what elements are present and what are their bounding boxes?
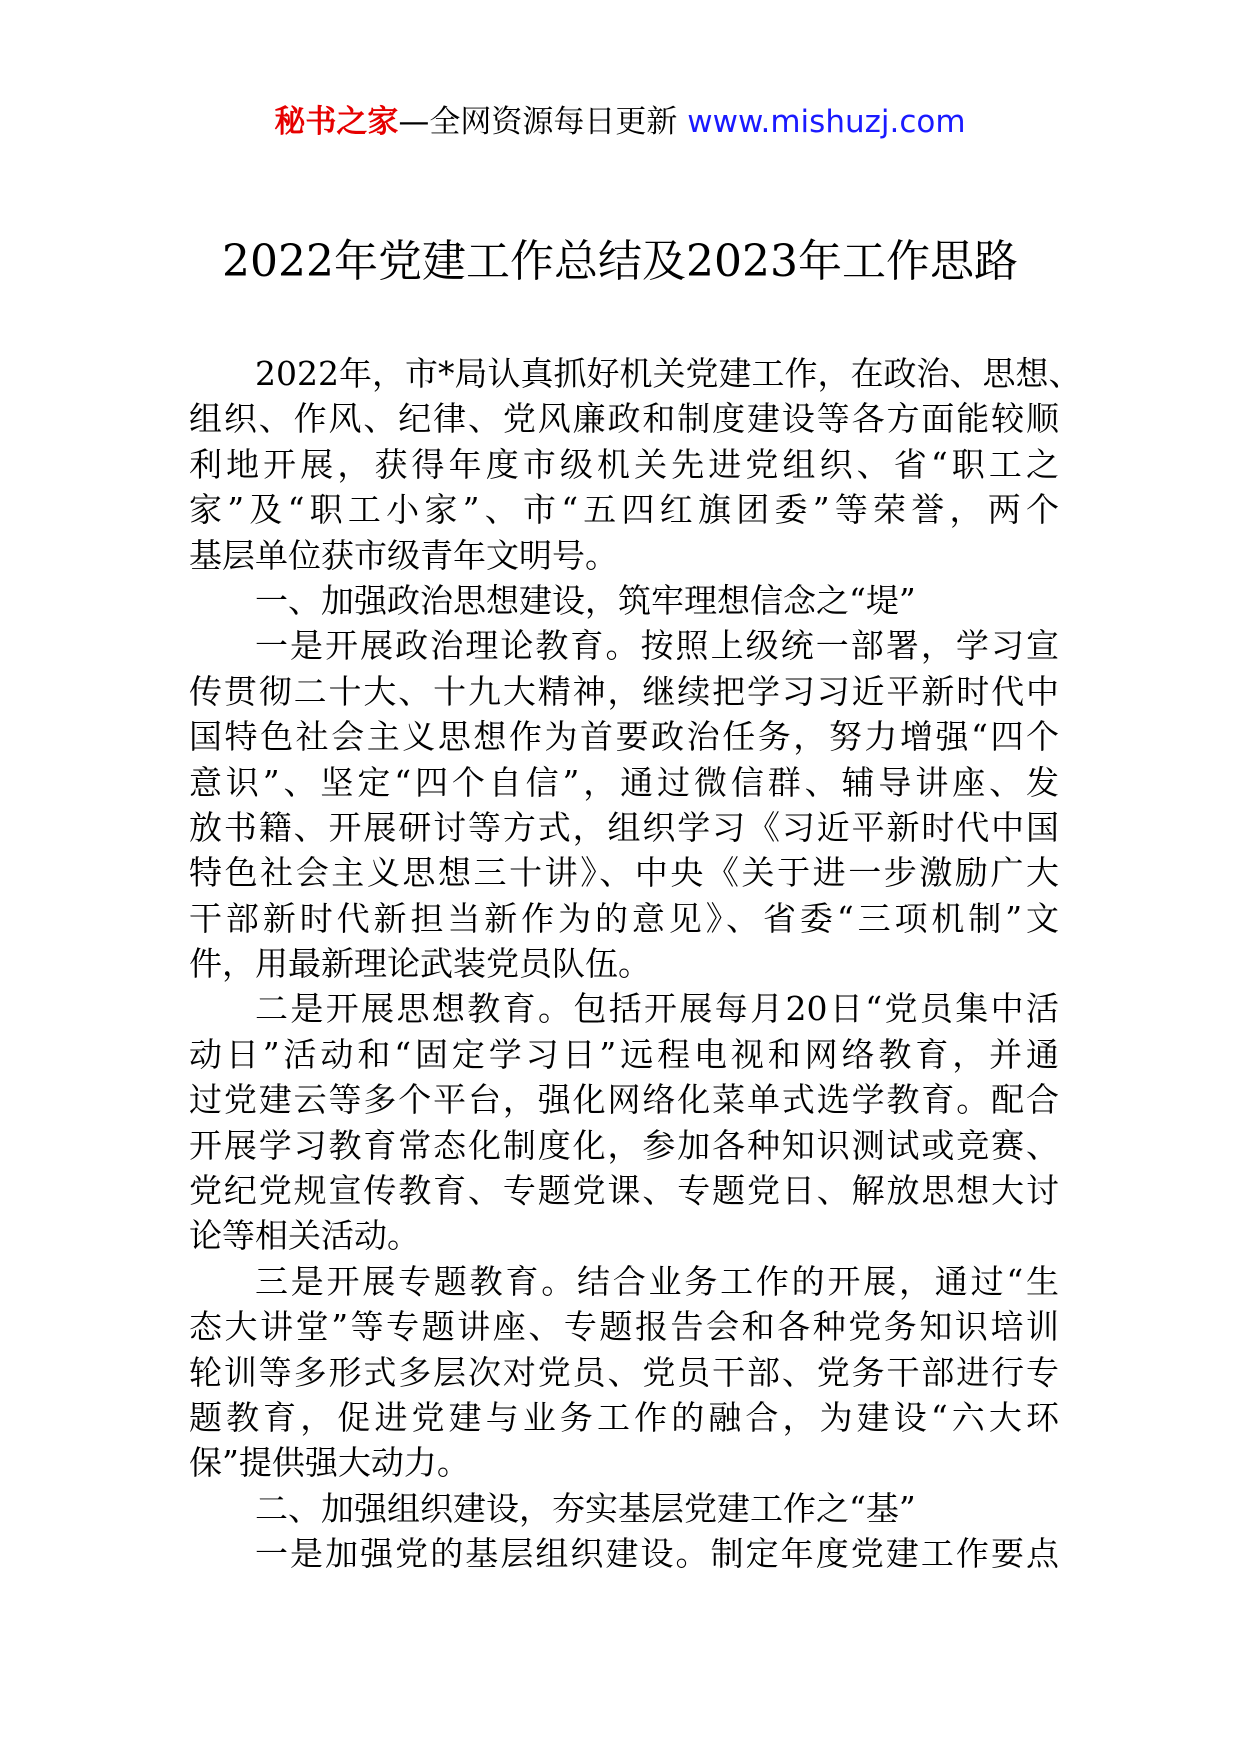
header-slogan: —全网资源每日更新 xyxy=(398,104,678,140)
text-line: 国特色社会主义思想作为首要政治任务，努力增强“四个 xyxy=(189,717,1059,757)
document-body xyxy=(189,351,1082,1577)
text-line: 开展学习教育常态化制度化，参加各种知识测试或竞赛、 xyxy=(189,1125,1059,1165)
text-line: 三是开展专题教育。结合业务工作的开展，通过“生 xyxy=(255,1261,1059,1301)
text-line: 件，用最新理论武装党员队伍。 xyxy=(189,944,651,984)
header-site-link[interactable]: www.mishuzj.com xyxy=(687,104,966,140)
text-line: 家”及“职工小家”、市“五四红旗团委”等荣誉，两个 xyxy=(189,490,1059,530)
page-header xyxy=(0,100,1240,144)
text-line: 动日”活动和“固定学习日”远程电视和网络教育，并通 xyxy=(189,1034,1059,1074)
header-brand: 秘书之家 xyxy=(274,104,399,140)
text-line: 特色社会主义思想三十讲》、中央《关于进一步激励广大 xyxy=(189,853,1059,893)
document-title: 2022年党建工作总结及2023年工作思路 xyxy=(222,236,1018,287)
text-line: 二、加强组织建设，夯实基层党建工作之“基” xyxy=(255,1488,916,1528)
text-line: 放书籍、开展研讨等方式，组织学习《习近平新时代中国 xyxy=(189,807,1059,847)
text-line: 保”提供强大动力。 xyxy=(189,1443,470,1483)
text-line: 轮训等多形式多层次对党员、党员干部、党务干部进行专 xyxy=(189,1352,1059,1392)
text-line: 利地开展，获得年度市级机关先进党组织、省“职工之 xyxy=(189,444,1059,484)
text-line: 一、加强政治思想建设，筑牢理想信念之“堤” xyxy=(255,580,916,620)
text-line: 党纪党规宣传教育、专题党课、专题党日、解放思想大讨 xyxy=(189,1171,1059,1211)
text-line: 题教育，促进党建与业务工作的融合，为建设“六大环 xyxy=(189,1397,1059,1437)
text-line: 一是开展政治理论教育。按照上级统一部署，学习宣 xyxy=(255,626,1059,666)
text-line: 2022年，市*局认真抓好机关党建工作，在政治、思想、 xyxy=(255,354,1082,393)
text-line: 组织、作风、纪律、党风廉政和制度建设等各方面能较顺 xyxy=(189,399,1059,439)
text-line: 过党建云等多个平台，强化网络化菜单式选学教育。配合 xyxy=(189,1080,1059,1120)
text-line: 论等相关活动。 xyxy=(189,1216,420,1256)
text-line: 传贯彻二十大、十九大精神，继续把学习习近平新时代中 xyxy=(189,671,1059,711)
text-line: 二是开展思想教育。包括开展每月20日“党员集中活 xyxy=(255,989,1059,1029)
text-line: 态大讲堂”等专题讲座、专题报告会和各种党务知识培训 xyxy=(189,1307,1059,1347)
text-line: 干部新时代新担当新作为的意见》、省委“三项机制”文 xyxy=(189,898,1059,938)
text-line: 一是加强党的基层组织建设。制定年度党建工作要点 xyxy=(255,1534,1059,1574)
text-line: 基层单位获市级青年文明号。 xyxy=(189,535,618,575)
text-line: 意识”、坚定“四个自信”，通过微信群、辅导讲座、发 xyxy=(189,762,1059,802)
